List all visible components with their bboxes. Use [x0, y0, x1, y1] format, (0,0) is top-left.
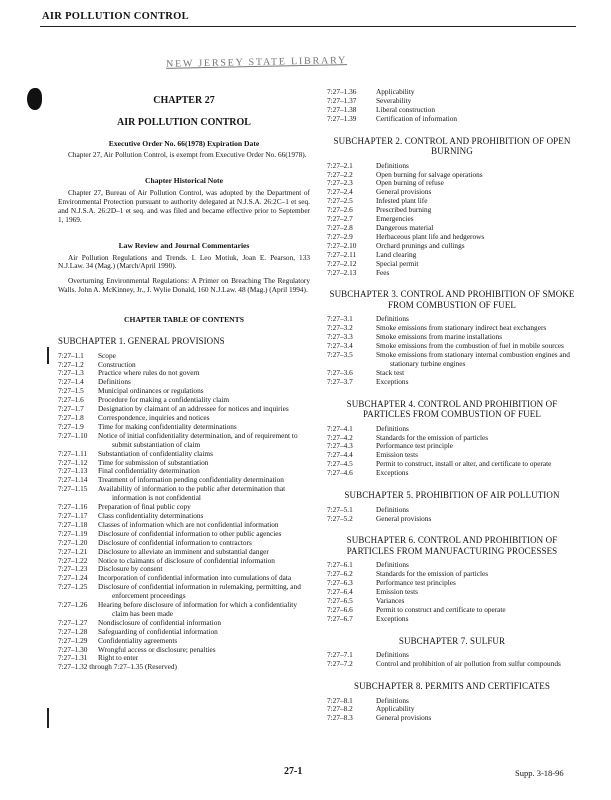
section-title: Disclosure of confidential information in rulemaking, permitting, and enforcement proceedings: [98, 582, 301, 601]
page-number: 27-1: [284, 766, 303, 777]
left-column: [58, 94, 310, 672]
toc-entry: [327, 215, 577, 224]
toc-entry: [327, 351, 577, 369]
section-title: Definitions: [376, 695, 409, 705]
toc-entry: [327, 179, 577, 188]
section-title: Disclosure of confidential information to contractors: [98, 537, 252, 547]
toc-entry: [58, 583, 310, 601]
toc-entry: [327, 469, 577, 478]
toc-entry: [58, 369, 310, 378]
section-title: Substantiation of confidentiality claims: [98, 448, 213, 458]
section-title: Construction: [98, 359, 136, 369]
section-number: 7:27–7.2: [327, 659, 353, 669]
toc-list: [327, 697, 577, 724]
section-number: 7:27–6.4: [327, 587, 353, 597]
section-title: Emission tests: [376, 587, 418, 597]
library-stamp: NEW JERSEY STATE LIBRARY: [165, 55, 348, 70]
law-review-heading: Law Review and Journal Commentaries: [118, 240, 250, 250]
section-number: 7:27–1.9: [58, 421, 84, 431]
toc-entry: [327, 606, 577, 615]
section-title: Stack test: [376, 367, 405, 377]
toc-list: [58, 352, 310, 664]
toc-list: [327, 561, 577, 623]
section-number: 7:27–1.37: [327, 95, 357, 105]
section-title: Open burning of refuse: [376, 178, 444, 188]
section-number: 7:27–5.2: [327, 513, 353, 523]
chapter-number: CHAPTER 27: [153, 95, 215, 106]
section-number: 7:27–2.6: [327, 205, 353, 215]
section-title: Definitions: [376, 650, 409, 660]
historical-note-text: Chapter 27, Bureau of Air Pollution Control, was adopted by the Department of Environmental Protection pursuant to authority delegated at N.J.S.A. 26:2C–1 et seq. and N.J.S.A. 26:2D–1 et seq. and was filed and became effective prior to September 1, 1969.: [58, 187, 310, 224]
section-title: Disclosure to alleviate an imminent and substantial danger: [98, 546, 269, 556]
section-title: Smoke emissions from stationary indirect heat exchangers: [376, 323, 547, 333]
section-title: Dangerous material: [376, 222, 434, 232]
toc-list: [327, 88, 577, 124]
toc-entry: [327, 714, 577, 723]
section-number: 7:27–1.13: [58, 466, 88, 476]
toc-entry: [327, 269, 577, 278]
toc-entry: [327, 460, 577, 469]
section-number: 7:27–1.15: [58, 484, 88, 494]
toc-list: [327, 651, 577, 669]
chapter-title: AIR POLLUTION CONTROL: [117, 117, 251, 128]
toc-entry: [327, 588, 577, 597]
subchapter-heading: SUBCHAPTER 3. CONTROL AND PROHIBITION OF SMOKE FROM COMBUSTION OF FUEL: [329, 289, 575, 310]
section-number: 7:27–1.1: [58, 350, 84, 360]
section-number: 7:27–1.30: [58, 644, 88, 654]
toc-entry: [327, 242, 577, 251]
section-number: 7:27–4.1: [327, 423, 353, 433]
law-review-text-1: Air Pollution Regulations and Trends. I. Leo Motiuk, Joan E. Pearson, 133 N.J.Law. 34 (Mag.) (March/April 1990).: [58, 252, 310, 271]
section-number: 7:27–2.1: [327, 160, 353, 170]
eo-heading: Executive Order No. 66(1978) Expiration Date: [108, 139, 260, 148]
section-number: 7:27–2.10: [327, 240, 357, 250]
section-number: 7:27–1.29: [58, 635, 88, 645]
revision-bar: [47, 347, 49, 364]
section-title: Exceptions: [376, 376, 409, 386]
section-number: 7:27–1.24: [58, 573, 88, 583]
section-title: Time for making confidentiality determinations: [98, 421, 237, 431]
section-number: 7:27–3.7: [327, 376, 353, 386]
section-title: Definitions: [376, 160, 409, 170]
toc-entry: [327, 115, 577, 124]
section-number: 7:27–1.14: [58, 475, 88, 485]
section-number: 7:27–3.2: [327, 323, 353, 333]
section-number: 7:27–1.17: [58, 510, 88, 520]
section-number: 7:27–2.12: [327, 258, 357, 268]
section-title: Exceptions: [376, 468, 409, 478]
toc-entry: [327, 378, 577, 387]
section-number: 7:27–4.6: [327, 468, 353, 478]
section-title: Disclosure of confidential information to other public agencies: [98, 528, 282, 538]
toc-entry: [327, 97, 577, 106]
section-title: Performance test principles: [376, 578, 456, 588]
section-number: 7:27–2.8: [327, 222, 353, 232]
section-number: 7:27–2.5: [327, 196, 353, 206]
section-number: 7:27–1.27: [58, 617, 88, 627]
section-title: Infested plant life: [376, 196, 428, 206]
section-title: Standards for the emission of particles: [376, 569, 489, 579]
subchapter-heading: SUBCHAPTER 2. CONTROL AND PROHIBITION OF OPEN BURNING: [333, 135, 571, 157]
toc-entry: [327, 171, 577, 180]
section-number: 7:27–1.22: [58, 555, 88, 565]
section-title: Emergencies: [376, 214, 414, 224]
law-review-text-2: Overturning Environmental Regulations: A Primer on Breaching The Regulatory Walls. John A. McKinney, Jr., J. Wylie Donald, 160 N.J.Law. 48 (Mag.) (April 1994).: [58, 276, 310, 295]
toc-entry: [58, 432, 310, 450]
section-title: Availability of information to the public after determination that information is not confidential: [98, 484, 286, 503]
section-title: General provisions: [376, 513, 432, 523]
section-number: 7:27–5.1: [327, 504, 353, 514]
section-title: Designation by claimant of an addressee for notices and inquiries: [98, 404, 289, 414]
subchapter-heading: SUBCHAPTER 7. SULFUR: [398, 635, 506, 646]
header-rule: [40, 26, 576, 27]
section-number: 7:27–1.5: [58, 386, 84, 396]
section-title: Disclosure by consent: [98, 564, 163, 574]
section-number: 7:27–1.8: [58, 413, 84, 422]
section-title: Notice of initial confidentiality determination, and of requirement to submit substantiation of claim: [98, 430, 298, 449]
toc-entry: [327, 197, 577, 206]
toc-entry: [327, 515, 577, 524]
section-title: Performance test principle: [376, 441, 453, 451]
toc-entry: [327, 705, 577, 714]
section-title: Wrongful access or disclosure; penalties: [98, 644, 216, 654]
section-number: 7:27–6.6: [327, 604, 353, 614]
section-title: Smoke emissions from stationary internal combustion engines and stationary turbine engines: [376, 350, 570, 368]
section-number: 7:27–2.7: [327, 214, 353, 224]
section-number: 7:27–2.13: [327, 267, 357, 277]
historical-note-heading: Chapter Historical Note: [145, 175, 223, 185]
section-number: 7:27–6.5: [327, 596, 353, 606]
toc-entry: [58, 485, 310, 503]
section-number: 7:27–4.2: [327, 432, 353, 442]
running-head: AIR POLLUTION CONTROL: [42, 11, 189, 22]
section-title: Applicability: [376, 87, 415, 96]
section-number: 7:27–6.7: [327, 613, 353, 623]
section-title: Control and prohibition of air pollution from sulfur compounds: [376, 659, 561, 669]
section-title: Correspondence, inquiries and notices: [98, 413, 210, 422]
toc-entry: [58, 601, 310, 619]
subchapter-heading: SUBCHAPTER 5. PROHIBITION OF AIR POLLUTION: [344, 490, 560, 501]
section-title: Prescribed burning: [376, 205, 432, 215]
section-number: 7:27–6.2: [327, 569, 353, 579]
section-title: Definitions: [98, 377, 131, 387]
toc-entry: [327, 206, 577, 215]
toc-entry: [58, 557, 310, 566]
section-title: Confidentiality agreements: [98, 635, 178, 645]
right-column: [327, 88, 577, 723]
section-title: Classes of information which are not confidential information: [98, 519, 279, 529]
section-number: 7:27–1.31: [58, 653, 88, 663]
section-number: 7:27–3.5: [327, 350, 353, 360]
section-title: Procedure for making a confidentiality claim: [98, 395, 230, 405]
section-number: 7:27–8.3: [327, 713, 353, 723]
section-number: 7:27–3.4: [327, 341, 353, 351]
section-number: 7:27–2.3: [327, 178, 353, 188]
section-number: 7:27–1.19: [58, 528, 88, 538]
section-number: 7:27–1.18: [58, 519, 88, 529]
section-title: Definitions: [376, 423, 409, 433]
toc-list: [327, 162, 577, 278]
section-title: Definitions: [376, 314, 409, 324]
toc-entry: [327, 88, 577, 97]
section-title: Exceptions: [376, 613, 409, 623]
section-number: 7:27–1.39: [327, 113, 357, 123]
toc-entry: [327, 579, 577, 588]
toc-entry: [327, 697, 577, 706]
subchapter-heading: SUBCHAPTER 8. PERMITS AND CERTIFICATES: [353, 681, 551, 692]
toc-list: [327, 315, 577, 386]
section-title: Notice to claimants of disclosure of confidential information: [98, 555, 275, 565]
toc-entry: [327, 251, 577, 260]
section-title: Permit to construct and certificate to operate: [376, 604, 506, 614]
toc-entry: [327, 615, 577, 624]
section-title: Variances: [376, 596, 405, 606]
eo-text: Chapter 27, Air Pollution Control, is exempt from Executive Order No. 66(1978).: [68, 150, 307, 159]
section-title: Class confidentiality determinations: [98, 510, 204, 520]
revision-bar: [47, 708, 49, 728]
section-title: Final confidentiality determination: [98, 466, 200, 476]
section-title: Nondisclosure of confidential information: [98, 617, 222, 627]
section-title: Emission tests: [376, 450, 418, 460]
toc-entry: [327, 188, 577, 197]
section-title: General provisions: [376, 187, 432, 197]
section-number: 7:27–1.6: [58, 395, 84, 405]
section-title: Severability: [376, 95, 412, 105]
section-title: Preparation of final public copy: [98, 502, 191, 512]
section-number: 7:27–1.38: [327, 104, 357, 114]
section-title: General provisions: [376, 713, 432, 723]
section-number: 7:27–8.2: [327, 704, 353, 714]
toc-entry: [327, 260, 577, 269]
punch-hole: [27, 88, 42, 110]
section-title: Smoke emissions from marine installations: [376, 332, 503, 342]
toc-list: [327, 506, 577, 524]
section-number: 7:27–1.16: [58, 502, 88, 512]
section-title: Fees: [376, 267, 390, 277]
section-title: Orchard prunings and cullings: [376, 240, 465, 250]
section-number: 7:27–1.12: [58, 457, 88, 467]
section-number: 7:27–1.23: [58, 564, 88, 574]
section-title: Definitions: [376, 560, 409, 570]
section-number: 7:27–1.4: [58, 377, 84, 387]
section-title: Incorporation of confidential information into cumulations of data: [98, 573, 292, 583]
section-number: 7:27–1.36: [327, 87, 357, 96]
section-title: Practice where rules do not govern: [98, 368, 200, 378]
section-number: 7:27–3.1: [327, 314, 353, 324]
section-number: 7:27–4.4: [327, 450, 353, 460]
section-number: 7:27–2.11: [327, 249, 357, 259]
toc-entry: [327, 660, 577, 669]
section-number: 7:27–1.21: [58, 546, 88, 556]
toc-entry: [327, 369, 577, 378]
section-title: Applicability: [376, 704, 415, 714]
section-title: Treatment of information pending confidentiality determination: [98, 475, 284, 485]
toc-entry: [58, 646, 310, 655]
toc-entry: [327, 506, 577, 515]
toc-list: [327, 425, 577, 478]
section-number: 7:27–1.7: [58, 404, 84, 414]
section-number: 7:27–2.4: [327, 187, 353, 197]
section-number: 7:27–2.9: [327, 231, 353, 241]
section-number: 7:27–1.3: [58, 368, 84, 378]
section-title: Special permit: [376, 258, 419, 268]
subchapter-heading: SUBCHAPTER 1. GENERAL PROVISIONS: [58, 336, 225, 347]
section-number: 7:27–6.3: [327, 578, 353, 588]
section-number: 7:27–6.1: [327, 560, 353, 570]
section-number: 7:27–7.1: [327, 650, 353, 660]
toc-entry: [58, 628, 310, 637]
section-number: 7:27–1.25: [58, 582, 88, 592]
section-number: 7:27–1.28: [58, 626, 88, 636]
section-number: 7:27–2.2: [327, 169, 353, 179]
section-title: Certification of information: [376, 113, 458, 123]
section-number: 7:27–1.26: [58, 600, 88, 610]
section-number: 7:27–8.1: [327, 695, 353, 705]
section-number: 7:27–4.5: [327, 459, 353, 469]
section-title: Herbaceous plant life and hedgerows: [376, 231, 485, 241]
section-number: 7:27–1.20: [58, 537, 88, 547]
section-title: Scope: [98, 350, 116, 360]
section-number: 7:27–4.3: [327, 441, 353, 451]
section-title: Land clearing: [376, 249, 417, 259]
section-title: Permit to construct, install or alter, and certificate to operate: [376, 459, 552, 469]
section-number: 7:27–3.3: [327, 332, 353, 342]
supplement-date: Supp. 3-18-96: [515, 768, 564, 778]
subchapter-heading: SUBCHAPTER 4. CONTROL AND PROHIBITION OF PARTICLES FROM COMBUSTION OF FUEL: [346, 398, 558, 420]
section-number: 7:27–1.2: [58, 359, 84, 369]
toc-entry: [58, 352, 310, 361]
section-title: Open burning for salvage operations: [376, 169, 483, 179]
section-title: Liberal construction: [376, 104, 435, 114]
section-title: Smoke emissions from the combustion of fuel in mobile sources: [376, 341, 564, 351]
toc-reserved: 7:27–1.32 through 7:27–1.35 (Reserved): [58, 662, 177, 672]
section-title: Hearing before disclosure of information for which a confidentiality claim has been made: [98, 600, 297, 618]
section-title: Definitions: [376, 504, 409, 514]
section-number: 7:27–1.11: [58, 448, 88, 458]
toc-entry: [327, 442, 577, 451]
section-title: Time for submission of substantiation: [98, 457, 209, 467]
section-title: Standards for the emission of particles: [376, 432, 489, 442]
toc-heading: CHAPTER TABLE OF CONTENTS: [124, 315, 244, 325]
section-number: 7:27–3.6: [327, 367, 353, 377]
section-title: Municipal ordinances or regulations: [98, 386, 204, 396]
subchapter-heading: SUBCHAPTER 6. CONTROL AND PROHIBITION OF PARTICLES FROM MANUFACTURING PROCESSES: [346, 535, 558, 556]
section-title: Right to enter: [98, 653, 139, 663]
section-title: Safeguarding of confidential information: [98, 626, 218, 636]
section-number: 7:27–1.10: [58, 430, 88, 440]
